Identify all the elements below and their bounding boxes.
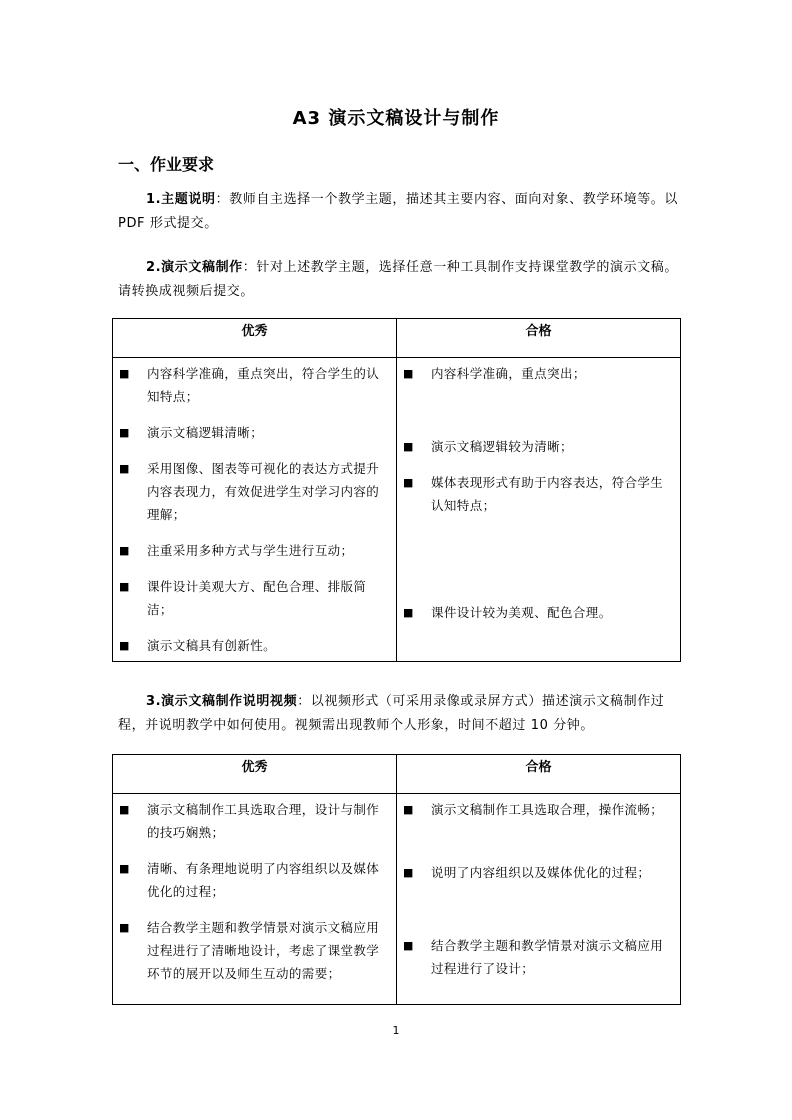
list-item: ■ 课件设计较为美观、配色合理。 [403, 601, 672, 624]
list-item: ■ 结合教学主题和教学情景对演示文稿应用过程进行了清晰地设计，考虑了课堂教学环节的展开以及师生互动的需要； [119, 916, 388, 985]
requirement-2-label: 2.演示文稿制作 [146, 260, 243, 275]
list-item: ■ 媒体表现形式有助于内容表达，符合学生认知特点； [403, 471, 672, 517]
page-number: 1 [392, 1024, 400, 1037]
excellent-cell [113, 794, 397, 1005]
bullet-icon: ■ [119, 462, 130, 475]
requirement-3-label: 3.演示文稿制作说明视频 [146, 694, 298, 709]
list-item: ■ 演示文稿制作工具选取合理，操作流畅； [403, 798, 672, 821]
list-item: ■ 内容科学准确，重点突出，符合学生的认知特点； [119, 362, 388, 408]
header-qualified: 合格 [397, 755, 681, 794]
excellent-cell [113, 358, 397, 662]
bullet-icon: ■ [119, 544, 130, 557]
bullet-icon: ■ [119, 580, 130, 593]
bullet-icon: ■ [119, 639, 130, 652]
table-row [113, 794, 681, 1005]
rubric-table-1 [112, 318, 681, 662]
requirement-3 [118, 690, 678, 738]
bullet-icon: ■ [403, 476, 414, 489]
section-heading: 一、作业要求 [118, 155, 215, 174]
list-item: ■ 演示文稿具有创新性。 [119, 634, 388, 657]
list-item: ■ 结合教学主题和教学情景对演示文稿应用过程进行了设计； [403, 934, 672, 980]
requirement-1-text: ：教师自主选择一个教学主题，描述其主要内容、面向对象、教学环境等。以 PDF 形式提交。 [118, 192, 678, 231]
list-item: ■ 清晰、有条理地说明了内容组织以及媒体优化的过程； [119, 857, 388, 903]
bullet-icon: ■ [119, 367, 130, 380]
bullet-icon: ■ [119, 426, 130, 439]
bullet-icon: ■ [403, 440, 414, 453]
table-header-row [113, 319, 681, 358]
bullet-icon: ■ [119, 862, 130, 875]
list-item: ■ 演示文稿制作工具选取合理，设计与制作的技巧娴熟； [119, 798, 388, 844]
bullet-icon: ■ [119, 921, 130, 934]
list-item: ■ 内容科学准确，重点突出； [403, 362, 672, 385]
table-header-row [113, 755, 681, 794]
requirement-2-text: ：针对上述教学主题，选择任意一种工具制作支持课堂教学的演示文稿。请转换成视频后提交。 [118, 260, 678, 299]
rubric-table-2 [112, 754, 681, 1005]
bullet-icon: ■ [403, 939, 414, 952]
list-item: ■ 说明了内容组织以及媒体优化的过程； [403, 861, 672, 884]
document-title: A3 演示文稿设计与制作 [292, 108, 500, 129]
requirement-3-text: ：以视频形式（可采用录像或录屏方式）描述演示文稿制作过程，并说明教学中如何使用。视频需出现教师个人形象，时间不超过 10 分钟。 [118, 694, 665, 733]
qualified-cell [397, 794, 681, 1005]
list-item: ■ 演示文稿逻辑较为清晰； [403, 435, 672, 458]
bullet-icon: ■ [403, 803, 414, 816]
table-row [113, 358, 681, 662]
requirement-1-label: 1.主题说明 [146, 192, 216, 207]
header-qualified: 合格 [397, 319, 681, 358]
requirement-1 [118, 188, 678, 236]
requirement-2 [118, 256, 678, 304]
list-item: ■ 演示文稿逻辑清晰； [119, 421, 388, 444]
list-item: ■ 注重采用多种方式与学生进行互动； [119, 539, 388, 562]
bullet-icon: ■ [403, 606, 414, 619]
list-item: ■ 采用图像、图表等可视化的表达方式提升内容表现力，有效促进学生对学习内容的理解； [119, 457, 388, 526]
header-excellent: 优秀 [113, 755, 397, 794]
bullet-icon: ■ [119, 803, 130, 816]
qualified-cell [397, 358, 681, 662]
list-item: ■ 课件设计美观大方、配色合理、排版简洁； [119, 575, 388, 621]
bullet-icon: ■ [403, 367, 414, 380]
header-excellent: 优秀 [113, 319, 397, 358]
bullet-icon: ■ [403, 866, 414, 879]
